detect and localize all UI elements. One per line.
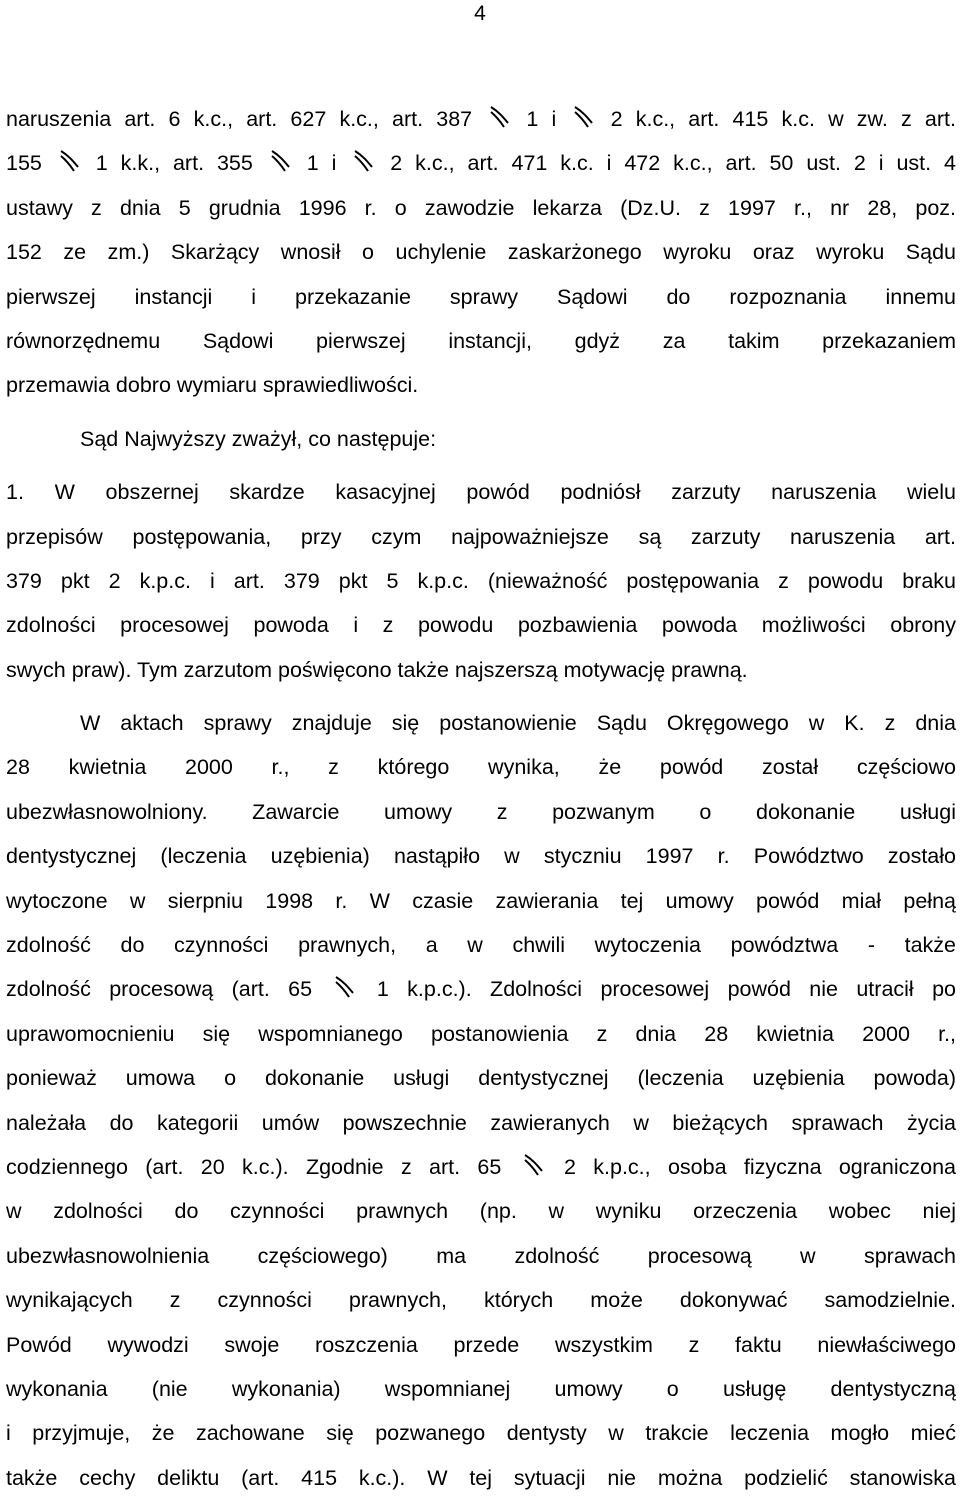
section-sign-icon — [332, 975, 356, 1001]
text-line: także cechy deliktu (art. 415 k.c.). W tej sytuacji nie można podzielić stanowiska — [6, 1465, 956, 1490]
text-line: ubezwłasnowolniony. Zawarcie umowy z pozwanym o dokonanie usługi — [6, 799, 956, 824]
text-line: zdolność do czynności prawnych, a w chwili wytoczenia powództwa - także — [6, 933, 956, 958]
text-segment: 2 k.c., art. 471 k.c. i 472 k.c., art. 50 ust. 2 i ust. 4 — [390, 151, 956, 176]
text-segment: 2 k.p.c., osoba fizyczna ograniczona — [564, 1154, 956, 1179]
page-number: 4 — [474, 2, 486, 25]
text-line: przepisów postępowania, przy czym najpoważniejsze są zarzuty naruszenia art. — [6, 524, 956, 549]
text-line: ponieważ umowa o dokonanie usługi dentystycznej (leczenia uzębienia powoda) — [6, 1066, 956, 1091]
text-line: wynikających z czynności prawnych, których może dokonywać samodzielnie. — [6, 1288, 956, 1313]
text-segment: 1 k.k., art. 355 — [95, 151, 253, 176]
text-segment: 1 i — [306, 151, 337, 176]
text-segment: naruszenia art. 6 k.c., art. 627 k.c., art. 387 — [6, 107, 473, 131]
text-line: dentystycznej (leczenia uzębienia) nastąpiło w styczniu 1997 r. Powództwo zostało — [6, 844, 956, 869]
text-segment: 1 k.p.c.). Zdolności procesowej powód nie utracił po — [376, 977, 956, 1002]
text-line: 379 pkt 2 k.p.c. i art. 379 pkt 5 k.p.c. (nieważność postępowania z powodu braku — [6, 568, 956, 593]
text-line: 28 kwietnia 2000 r., z którego wynika, że powód został częściowo — [6, 755, 956, 780]
section-sign-icon — [571, 105, 595, 131]
text-line: ustawy z dnia 5 grudnia 1996 r. o zawodzie lekarza (Dz.U. z 1997 r., nr 28, poz. — [6, 195, 956, 220]
text-line: pierwszej instancji i przekazanie sprawy Sądowi do rozpoznania innemu — [6, 284, 956, 309]
text-line: należała do kategorii umów powszechnie zawieranych w bieżących sprawach życia — [6, 1110, 956, 1135]
text-line: W aktach sprawy znajduje się postanowienie Sądu Okręgowego w K. z dnia — [80, 711, 956, 736]
text-line: przemawia dobro wymiaru sprawiedliwości. — [6, 373, 419, 398]
section-sign-icon — [57, 149, 81, 175]
text-segment: 1 i — [526, 107, 557, 131]
text-line: swych praw). Tym zarzutom poświęcono także najszerszą motywację prawną. — [6, 657, 748, 682]
text-line: 152 ze zm.) Skarżący wnosił o uchylenie zaskarżonego wyroku oraz wyroku Sądu — [6, 240, 956, 265]
text-line — [6, 97, 956, 141]
text-line: uprawomocnieniu się wspomnianego postanowienia z dnia 28 kwietnia 2000 r., — [6, 1021, 956, 1046]
section-sign-icon — [351, 149, 375, 175]
text-line: 1. W obszernej skardze kasacyjnej powód podniósł zarzuty naruszenia wielu — [6, 480, 956, 505]
text-line: zdolności procesowej powoda i z powodu pozbawienia powoda możliwości obrony — [6, 613, 956, 638]
text-segment: codziennego (art. 20 k.c.). Zgodnie z art. 65 — [6, 1154, 502, 1179]
section-sign-icon — [268, 149, 292, 175]
text-line — [6, 967, 956, 1011]
section-sign-icon — [521, 1153, 545, 1179]
text-line: w zdolności do czynności prawnych (np. w wyniku orzeczenia wobec niej — [6, 1199, 956, 1224]
text-line: Powód wywodzi swoje roszczenia przede wszystkim z faktu niewłaściwego — [6, 1332, 956, 1357]
text-line: wytoczone w sierpniu 1998 r. W czasie zawierania tej umowy powód miał pełną — [6, 888, 956, 913]
section-heading: Sąd Najwyższy zważył, co następuje: — [80, 426, 437, 451]
document-body — [6, 97, 956, 1500]
text-line: i przyjmuje, że zachowane się pozwanego dentysty w trakcie leczenia mogło mieć — [6, 1421, 956, 1446]
text-segment: 155 — [6, 151, 42, 176]
text-line — [6, 1145, 956, 1189]
text-segment: zdolność procesową (art. 65 — [6, 977, 313, 1002]
text-segment: 2 k.c., art. 415 k.c. w zw. z art. — [610, 107, 956, 131]
text-line: ubezwłasnowolnienia częściowego) ma zdolność procesową w sprawach — [6, 1243, 956, 1268]
section-sign-icon — [487, 105, 511, 131]
text-line: równorzędnemu Sądowi pierwszej instancji, gdyż za takim przekazaniem — [6, 328, 956, 353]
text-line: wykonania (nie wykonania) wspomnianej umowy o usługę dentystyczną — [6, 1376, 956, 1401]
text-line — [6, 141, 956, 185]
